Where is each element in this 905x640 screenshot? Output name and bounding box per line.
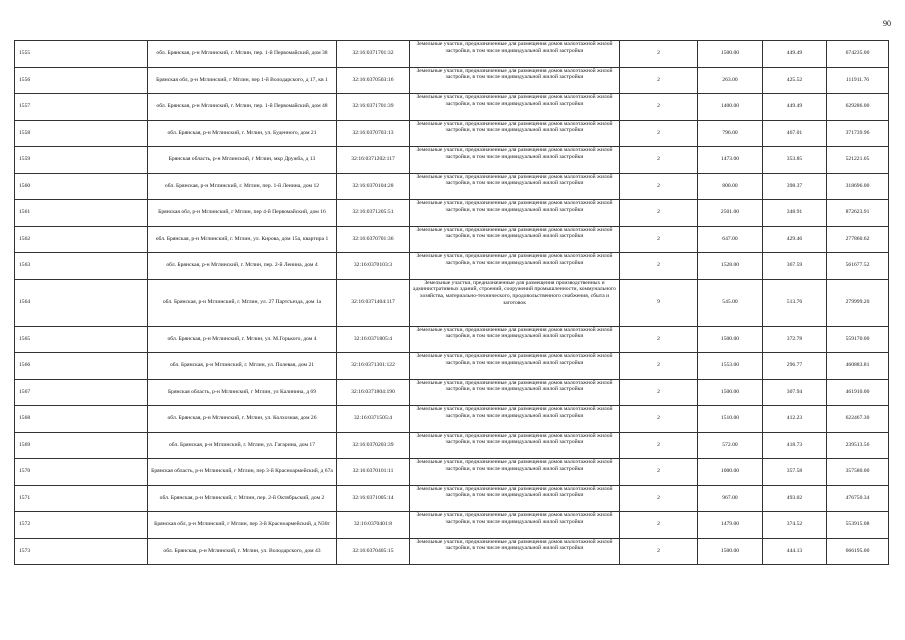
cadastral-value-cell: 460883.81 [827, 353, 889, 380]
rate-cell: 425.52 [763, 67, 827, 94]
rate-cell: 374.52 [763, 512, 827, 539]
group-cell: 2 [620, 147, 698, 174]
row-number: 1561 [15, 200, 148, 227]
rate-cell: 412.23 [763, 406, 827, 433]
land-purpose-cell: Земельные участки, предназначенные для размещения домов малоэтажной жилой застройки, в том числе индивидуальной жилой застройки [410, 406, 620, 433]
rate-cell: 372.78 [763, 326, 827, 353]
table-row [15, 94, 889, 121]
land-purpose-cell: Земельные участки, предназначенные для размещения домов малоэтажной жилой застройки, в том числе индивидуальной жилой застройки [410, 353, 620, 380]
area-cell: 1553.00 [698, 353, 763, 380]
cadastral-value-cell: 553915.08 [827, 512, 889, 539]
group-cell: 2 [620, 226, 698, 253]
address-cell: обл. Брянская, р-н Мглинский, г. Мглин, ул. Володарского, дом 43 [148, 538, 337, 565]
land-purpose-cell: Земельные участки, предназначенные для размещения домов малоэтажной жилой застройки, в том числе индивидуальной жилой застройки [410, 512, 620, 539]
area-cell: 545.00 [698, 279, 763, 326]
rate-cell: 513.76 [763, 279, 827, 326]
group-cell: 2 [620, 120, 698, 147]
address-cell: Брянская область, р-н Мглинский, г Мглин, ул Калинина, д 69 [148, 379, 337, 406]
row-number: 1558 [15, 120, 148, 147]
rate-cell: 449.49 [763, 41, 827, 68]
address-cell: Брянская область, р-н Мглинский, г Мглин, пер 3-й Красноармейский, д 67а [148, 459, 337, 486]
land-purpose-cell: Земельные участки, предназначенные для размещения домов малоэтажной жилой застройки, в том числе индивидуальной жилой застройки [410, 173, 620, 200]
row-number: 1569 [15, 432, 148, 459]
rate-cell: 307.94 [763, 379, 827, 406]
area-cell: 1000.00 [698, 459, 763, 486]
cadastral-value-cell: 111911.76 [827, 67, 889, 94]
table-row [15, 485, 889, 512]
row-number: 1565 [15, 326, 148, 353]
row-number: 1572 [15, 512, 148, 539]
table-row [15, 512, 889, 539]
area-cell: 967.00 [698, 485, 763, 512]
table-row [15, 200, 889, 227]
cadastral-number-cell: 32:16:0370503:16 [337, 67, 410, 94]
group-cell: 2 [620, 538, 698, 565]
address-cell: обл. Брянская, р-н Мглинский, г. Мглин, ул. Кирова, дом 15а, квартира 1 [148, 226, 337, 253]
rate-cell: 429.46 [763, 226, 827, 253]
table-row [15, 353, 889, 380]
group-cell: 2 [620, 459, 698, 486]
cadastral-number-cell: 32:16:0370203:39 [337, 432, 410, 459]
row-number: 1563 [15, 253, 148, 280]
area-cell: 572.00 [698, 432, 763, 459]
land-purpose-cell: Земельные участки, предназначенные для размещения домов малоэтажной жилой застройки, в том числе индивидуальной жилой застройки [410, 41, 620, 68]
rate-cell: 296.77 [763, 353, 827, 380]
row-number: 1571 [15, 485, 148, 512]
cadastral-number-cell: 32:16:0371701:39 [337, 94, 410, 121]
group-cell: 2 [620, 173, 698, 200]
cadastral-value-cell: 872623.91 [827, 200, 889, 227]
address-cell: обл. Брянская, р-н Мглинский, г. Мглин, ул. Колхозная, дом 26 [148, 406, 337, 433]
cadastral-number-cell: 32:16:0370101:11 [337, 459, 410, 486]
group-cell: 2 [620, 379, 698, 406]
table-row [15, 538, 889, 565]
land-purpose-cell: Земельные участки, предназначенные для размещения домов малоэтажной жилой застройки, в том числе индивидуальной жилой застройки [410, 485, 620, 512]
group-cell: 2 [620, 485, 698, 512]
address-cell: Брянская обл, р-н Мглинский, г Мглин, пер 4-й Первомайский, дом 16 [148, 200, 337, 227]
row-number: 1568 [15, 406, 148, 433]
cadastral-value-cell: 239513.56 [827, 432, 889, 459]
land-purpose-cell: Земельные участки, предназначенные для размещения домов малоэтажной жилой застройки, в том числе индивидуальной жилой застройки [410, 147, 620, 174]
land-parcels-table [14, 40, 889, 565]
land-purpose-cell: Земельные участки, предназначенные для размещения домов малоэтажной жилой застройки, в том числе индивидуальной жилой застройки [410, 253, 620, 280]
area-cell: 647.00 [698, 226, 763, 253]
area-cell: 1479.00 [698, 512, 763, 539]
cadastral-value-cell: 279999.20 [827, 279, 889, 326]
cadastral-value-cell: 561677.52 [827, 253, 889, 280]
group-cell: 2 [620, 406, 698, 433]
table-row [15, 41, 889, 68]
table-row [15, 253, 889, 280]
group-cell: 9 [620, 279, 698, 326]
rate-cell: 467.01 [763, 120, 827, 147]
cadastral-value-cell: 476750.34 [827, 485, 889, 512]
address-cell: обл. Брянская, р-н Мглинский, г. Мглин, ул. 27 Партсъезда, дом 1а [148, 279, 337, 326]
land-purpose-cell: Земельные участки, предназначенные для размещения домов малоэтажной жилой застройки, в том числе индивидуальной жилой застройки [410, 379, 620, 406]
cadastral-number-cell: 32:16:0371505:4 [337, 406, 410, 433]
area-cell: 1473.00 [698, 147, 763, 174]
cadastral-number-cell: 32:16:0371202:117 [337, 147, 410, 174]
land-purpose-cell: Земельные участки, предназначенные для размещения домов малоэтажной жилой застройки, в том числе индивидуальной жилой застройки [410, 326, 620, 353]
address-cell: Брянская обл, р-н Мглинский, г Мглин, пер 3-й Красноармейский, д N30г [148, 512, 337, 539]
area-cell: 1510.00 [698, 406, 763, 433]
table-row [15, 379, 889, 406]
row-number: 1560 [15, 173, 148, 200]
cadastral-number-cell: 32:16:0371805:4 [337, 326, 410, 353]
rate-cell: 353.85 [763, 147, 827, 174]
land-purpose-cell: Земельные участки, предназначенные для размещения домов малоэтажной жилой застройки, в том числе индивидуальной жилой застройки [410, 94, 620, 121]
address-cell: обл. Брянская, р-н Мглинский, г. Мглин, ул. Гагарина, дом 17 [148, 432, 337, 459]
area-cell: 1500.00 [698, 326, 763, 353]
land-purpose-cell: Земельные участки, предназначенные для размещения домов малоэтажной жилой застройки, в том числе индивидуальной жилой застройки [410, 226, 620, 253]
cadastral-number-cell: 32:16:0370104:28 [337, 173, 410, 200]
table-row [15, 459, 889, 486]
row-number: 1564 [15, 279, 148, 326]
cadastral-number-cell: 32:16:0371804:190 [337, 379, 410, 406]
group-cell: 2 [620, 41, 698, 68]
table-row [15, 147, 889, 174]
group-cell: 2 [620, 94, 698, 121]
table-row [15, 406, 889, 433]
table-body [15, 41, 889, 565]
area-cell: 2501.00 [698, 200, 763, 227]
cadastral-number-cell: 32:16:0370701:36 [337, 226, 410, 253]
cadastral-number-cell: 32:16:0370401:8 [337, 512, 410, 539]
group-cell: 2 [620, 353, 698, 380]
land-purpose-cell: Земельные участки, предназначенные для размещения домов малоэтажной жилой застройки, в том числе индивидуальной жилой застройки [410, 538, 620, 565]
cadastral-number-cell: 32:16:0371205:51 [337, 200, 410, 227]
address-cell: обл. Брянская, р-н Мглинский, г. Мглин, ул. Полевая, дом 21 [148, 353, 337, 380]
row-number: 1567 [15, 379, 148, 406]
cadastral-value-cell: 461910.00 [827, 379, 889, 406]
cadastral-value-cell: 318696.00 [827, 173, 889, 200]
area-cell: 263.00 [698, 67, 763, 94]
rate-cell: 493.02 [763, 485, 827, 512]
table-row [15, 67, 889, 94]
cadastral-value-cell: 629286.00 [827, 94, 889, 121]
address-cell: Брянская область, р-н Мглинский, г Мглин, мкр Дружба, д 13 [148, 147, 337, 174]
group-cell: 2 [620, 67, 698, 94]
area-cell: 800.00 [698, 173, 763, 200]
rate-cell: 444.13 [763, 538, 827, 565]
area-cell: 1528.00 [698, 253, 763, 280]
group-cell: 2 [620, 326, 698, 353]
row-number: 1562 [15, 226, 148, 253]
cadastral-number-cell: 32:16:0371701:32 [337, 41, 410, 68]
cadastral-number-cell: 32:16:0371404:117 [337, 279, 410, 326]
cadastral-number-cell: 32:16:0370703:13 [337, 120, 410, 147]
land-purpose-cell: Земельные участки, предназначенные для размещения домов малоэтажной жилой застройки, в том числе индивидуальной жилой застройки [410, 200, 620, 227]
rate-cell: 398.37 [763, 173, 827, 200]
area-cell: 1500.00 [698, 379, 763, 406]
table-row [15, 279, 889, 326]
address-cell: Брянская обл, р-н Мглинский, г Мглин, пер 1-й Володарского, д 17, кв 1 [148, 67, 337, 94]
row-number: 1566 [15, 353, 148, 380]
address-cell: обл. Брянская, р-н Мглинский, г. Мглин, ул. М.Горького, дом 4 [148, 326, 337, 353]
rate-cell: 449.49 [763, 94, 827, 121]
cadastral-value-cell: 674235.00 [827, 41, 889, 68]
rate-cell: 367.59 [763, 253, 827, 280]
group-cell: 2 [620, 253, 698, 280]
address-cell: обл. Брянская, р-н Мглинский, г. Мглин, пер. 1-й Ленина, дом 12 [148, 173, 337, 200]
group-cell: 2 [620, 200, 698, 227]
land-purpose-cell: Земельные участки, предназначенные для размещения производственных и административных зданий, строений, сооружений промышленности, коммунального хозяйства, материально-технического, продовольственного снабжения, сбыта и заготовок [410, 279, 620, 326]
area-cell: 1500.00 [698, 538, 763, 565]
address-cell: обл. Брянская, р-н Мглинский, г. Мглин, пер. 1-й Первомайский, дом 38 [148, 41, 337, 68]
rate-cell: 348.91 [763, 200, 827, 227]
table-row [15, 120, 889, 147]
table-row [15, 226, 889, 253]
area-cell: 1400.00 [698, 94, 763, 121]
rate-cell: 418.73 [763, 432, 827, 459]
address-cell: обл. Брянская, р-н Мглинский, г. Мглин, пер. 2-й Октябрьский, дом 2 [148, 485, 337, 512]
cadastral-value-cell: 277860.62 [827, 226, 889, 253]
land-purpose-cell: Земельные участки, предназначенные для размещения домов малоэтажной жилой застройки, в том числе индивидуальной жилой застройки [410, 459, 620, 486]
land-purpose-cell: Земельные участки, предназначенные для размещения домов малоэтажной жилой застройки, в том числе индивидуальной жилой застройки [410, 67, 620, 94]
cadastral-number-cell: 32:16:0371005:14 [337, 485, 410, 512]
group-cell: 2 [620, 512, 698, 539]
cadastral-value-cell: 371739.96 [827, 120, 889, 147]
row-number: 1570 [15, 459, 148, 486]
table-row [15, 326, 889, 353]
address-cell: обл. Брянская, р-н Мглинский, г. Мглин, ул. Буденного, дом 21 [148, 120, 337, 147]
rate-cell: 357.58 [763, 459, 827, 486]
cadastral-number-cell: 32:16:0370405:15 [337, 538, 410, 565]
cadastral-number-cell: 32:16:0370103:3 [337, 253, 410, 280]
area-cell: 796.00 [698, 120, 763, 147]
address-cell: обл. Брянская, р-н Мглинский, г. Мглин, пер. 1-й Первомайский, дом 48 [148, 94, 337, 121]
row-number: 1556 [15, 67, 148, 94]
land-purpose-cell: Земельные участки, предназначенные для размещения домов малоэтажной жилой застройки, в том числе индивидуальной жилой застройки [410, 120, 620, 147]
cadastral-value-cell: 559170.00 [827, 326, 889, 353]
page-number: 90 [883, 19, 891, 28]
area-cell: 1500.00 [698, 41, 763, 68]
address-cell: обл. Брянская, р-н Мглинский, г. Мглин, пер. 2-й Ленина, дом 4 [148, 253, 337, 280]
land-purpose-cell: Земельные участки, предназначенные для размещения домов малоэтажной жилой застройки, в том числе индивидуальной жилой застройки [410, 432, 620, 459]
cadastral-value-cell: 666195.00 [827, 538, 889, 565]
cadastral-value-cell: 622467.30 [827, 406, 889, 433]
group-cell: 2 [620, 432, 698, 459]
row-number: 1559 [15, 147, 148, 174]
cadastral-value-cell: 357580.00 [827, 459, 889, 486]
table-row [15, 432, 889, 459]
cadastral-value-cell: 521221.05 [827, 147, 889, 174]
row-number: 1557 [15, 94, 148, 121]
cadastral-number-cell: 32:16:0371301:122 [337, 353, 410, 380]
table-row [15, 173, 889, 200]
row-number: 1573 [15, 538, 148, 565]
row-number: 1555 [15, 41, 148, 68]
